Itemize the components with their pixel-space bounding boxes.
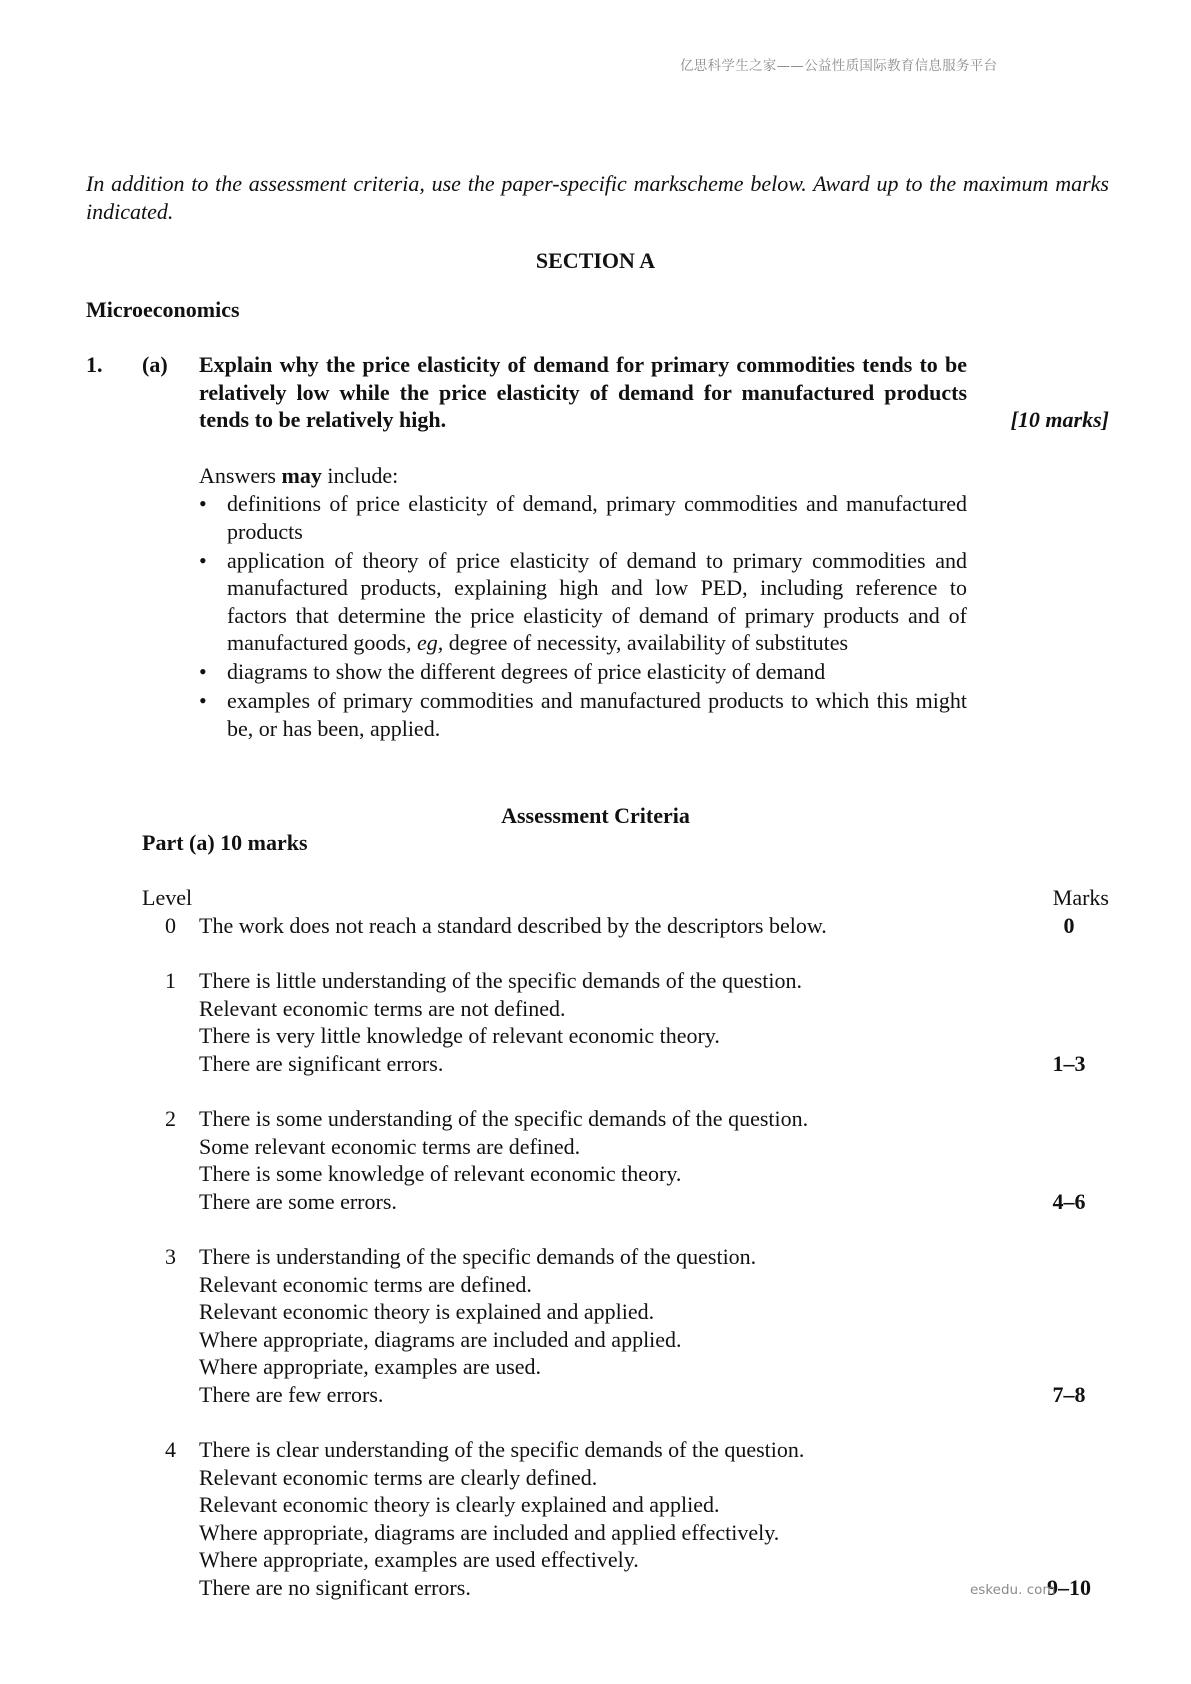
descriptor-line: There is understanding of the specific demands of the question. [199, 1244, 757, 1269]
list-item [199, 490, 967, 545]
level-descriptor [199, 967, 959, 1077]
level-descriptor [199, 912, 959, 940]
level-descriptor [199, 1243, 959, 1408]
descriptor-line: Where appropriate, diagrams are included and applied effectively. [199, 1519, 780, 1545]
descriptor-line: Relevant economic theory is explained and applied. [199, 1299, 655, 1324]
answers-intro-suffix: include: [321, 463, 399, 488]
intro-instructions: In addition to the assessment criteria, use the paper-specific markscheme below. Award up to the maximum marks indicated. [86, 171, 1109, 224]
question-number: 1. [86, 352, 103, 377]
footer-watermark: eskedu. com [970, 1582, 1056, 1598]
bullet-icon: • [199, 659, 207, 684]
bullet-text-after: degree of necessity, availability of substitutes [443, 630, 849, 655]
level-number: 4 [165, 1437, 176, 1462]
bullet-icon: • [199, 491, 207, 516]
level-number: 2 [165, 1106, 176, 1131]
descriptor-line: The work does not reach a standard described by the descriptors below. [199, 913, 827, 938]
section-title: SECTION A [535, 248, 656, 273]
descriptor-line: There are some errors. [199, 1188, 397, 1214]
list-item [199, 658, 967, 686]
list-item [199, 547, 967, 657]
level-column-header: Level [142, 885, 193, 910]
bullet-text: examples of primary commodities and manufactured products to which this might be, or has been, applied. [227, 688, 967, 741]
level-marks: 9–10 [1047, 1575, 1091, 1600]
bullet-icon: • [199, 688, 207, 713]
question-marks: [10 marks] [1010, 407, 1109, 432]
criteria-part-heading: Part (a) 10 marks [142, 830, 308, 855]
descriptor-line: There is very little knowledge of relevant economic theory. [199, 1023, 720, 1048]
descriptor-line: There is some understanding of the specific demands of the question. [199, 1106, 809, 1131]
descriptor-line: Where appropriate, examples are used. [199, 1354, 542, 1379]
descriptor-line: Some relevant economic terms are defined. [199, 1133, 581, 1159]
descriptor-line: There is some knowledge of relevant economic theory. [199, 1161, 682, 1186]
bullet-text-italic: eg, [417, 630, 444, 655]
descriptor-line: Relevant economic terms are not defined. [199, 995, 566, 1021]
level-marks: 7–8 [1052, 1382, 1086, 1407]
level-descriptor [199, 1105, 959, 1215]
list-item [199, 687, 967, 742]
descriptor-line: Where appropriate, examples are used effectively. [199, 1547, 639, 1572]
section-subheading: Microeconomics [86, 297, 240, 322]
descriptor-line: Where appropriate, diagrams are included and applied. [199, 1326, 682, 1352]
descriptor-line: There are significant errors. [199, 1050, 444, 1076]
level-descriptor [199, 1436, 959, 1601]
descriptor-line: Relevant economic terms are clearly defined. [199, 1464, 598, 1490]
criteria-title: Assessment Criteria [501, 803, 690, 828]
descriptor-line: There are no significant errors. [199, 1574, 471, 1600]
descriptor-line: Relevant economic terms are defined. [199, 1271, 532, 1297]
level-marks: 4–6 [1052, 1189, 1086, 1214]
descriptor-line: There is clear understanding of the specific demands of the question. [199, 1437, 805, 1462]
descriptor-line: There are few errors. [199, 1381, 384, 1407]
level-marks: 0 [1063, 913, 1075, 938]
level-number: 3 [165, 1244, 176, 1269]
bullet-text: definitions of price elasticity of demand, primary commodities and manufactured products [227, 491, 967, 544]
answers-intro [199, 462, 398, 490]
marks-column-header: Marks [1052, 885, 1109, 910]
bullet-text: diagrams to show the different degrees of price elasticity of demand [227, 659, 826, 684]
question-part: (a) [142, 352, 168, 377]
bullet-text-before: application of theory of price elasticity of demand to primary commodities and manufactured products, explaining high and low PED, including reference to factors that determine the price elasticity of demand of primary products and of manufactured goods, [227, 547, 967, 655]
descriptor-line: There is little understanding of the specific demands of the question. [199, 968, 803, 993]
descriptor-line: Relevant economic theory is clearly explained and applied. [199, 1492, 720, 1517]
level-number: 0 [165, 913, 176, 938]
answers-intro-emphasis: may [281, 463, 322, 488]
answers-intro-prefix: Answers [199, 463, 282, 488]
level-number: 1 [165, 968, 176, 993]
answers-bullet-list [199, 490, 967, 744]
bullet-icon: • [199, 547, 207, 573]
level-marks: 1–3 [1052, 1051, 1086, 1076]
header-watermark: 亿思科学生之家——公益性质国际教育信息服务平台 [680, 58, 998, 74]
question-text: Explain why the price elasticity of demand for primary commodities tends to be relatively low while the price elasticity of demand for manufactured products tends to be relatively high. [199, 352, 967, 432]
